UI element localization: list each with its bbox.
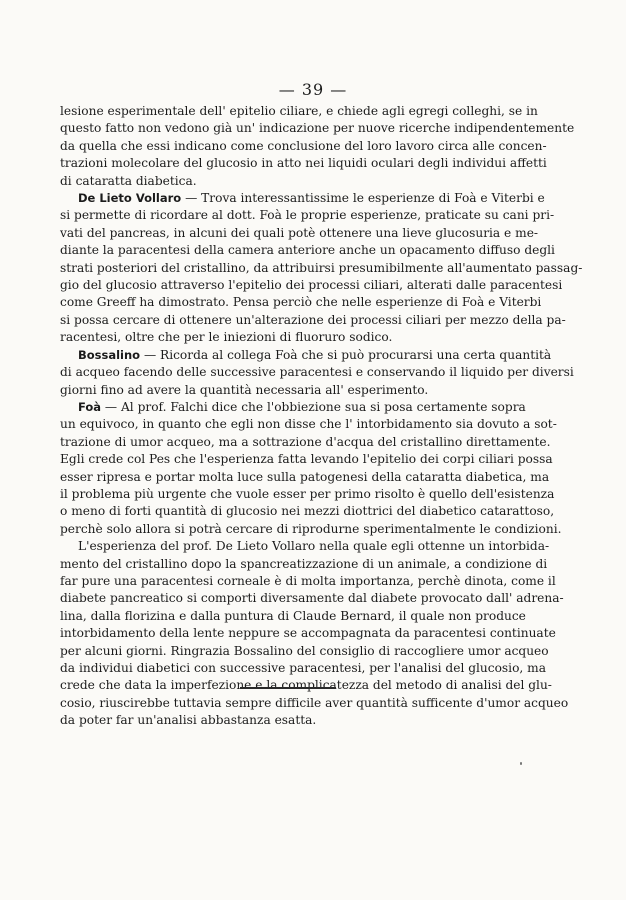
speaker-name: Foà bbox=[78, 399, 102, 414]
text-line bbox=[60, 190, 545, 207]
paragraph bbox=[60, 103, 575, 190]
text-line: si possa cercare di ottenere un'alterazione dei processi ciliari per mezzo della pa- bbox=[60, 312, 566, 327]
paragraph bbox=[60, 190, 583, 347]
text-line: o meno di forti quantità di glucosio nei mezzi diottrici del diabetico catarattoso, bbox=[60, 504, 555, 519]
text-line: trazione di umor acqueo, ma a sottrazione d'acqua del cristallino direttamente. bbox=[60, 434, 551, 449]
text-line: il problema più urgente che vuole esser per primo risolto è quello dell'esistenza bbox=[60, 486, 555, 501]
text-line: far pure una paracentesi corneale è di molta importanza, perchè dinota, come il bbox=[60, 573, 556, 588]
text-line: diante la paracentesi della camera anteriore anche un opacamento diffuso degli bbox=[60, 243, 555, 258]
text-line: di cataratta diabetica. bbox=[60, 173, 197, 188]
text-line: strati posteriori del cristallino, da attribuirsi presumibilmente all'aumentato passag- bbox=[60, 260, 583, 275]
text-line: di acqueo facendo delle successive paracentesi e conservando il liquido per diversi bbox=[60, 365, 574, 380]
text-line: perchè solo allora si potrà cercare di riprodurne sperimentalmente le condizioni. bbox=[60, 521, 562, 536]
text-line: lina, dalla florizina e dalla puntura di Claude Bernard, il quale non produce bbox=[60, 608, 526, 623]
text-line: L'esperienza del prof. De Lieto Vollaro nella quale egli ottenne un intorbida- bbox=[78, 539, 550, 554]
text-line: un equivoco, in quanto che egli non disse che l' intorbidamento sia dovuto a sot- bbox=[60, 417, 557, 432]
text-line: come Greeff ha dimostrato. Pensa perciò che nelle esperienze di Foà e Viterbi bbox=[60, 295, 542, 310]
text-line: mento del cristallino dopo la spancreatizzazione di un animale, a condizione di bbox=[60, 556, 548, 571]
text-line: da quella che essi indicano come conclusione del loro lavoro circa alle concen- bbox=[60, 138, 547, 153]
text-line: da poter far un'analisi abbastanza esatta. bbox=[60, 713, 317, 728]
text-line: da individui diabetici con successive paracentesi, per l'analisi del glucosio, ma bbox=[60, 661, 546, 675]
text-line: diabete pancreatico si comporti diversamente dal diabete provocato dall' adrena- bbox=[60, 591, 564, 606]
speaker-name: De Lieto Vollaro bbox=[78, 191, 182, 206]
text-line: esser ripresa e portar molta luce sulla patogenesi della cataratta diabetica, ma bbox=[60, 469, 550, 484]
text-line: gio del glucosio attraverso l'epitelio dei processi ciliari, alterati dalle paracentesi bbox=[60, 278, 563, 293]
text-line: giorni fino ad avere la quantità necessaria all' esperimento. bbox=[60, 382, 429, 397]
paragraph bbox=[60, 538, 569, 729]
text-line: Egli crede col Pes che l'esperienza fatta levando l'epitelio dei corpi ciliari possa bbox=[60, 452, 553, 467]
text-line: per alcuni giorni. Ringrazia Bossalino del consiglio di raccogliere umor acqueo bbox=[60, 643, 549, 658]
text-segment: — Ricorda al collega Foà che si può procurarsi una certa quantità bbox=[140, 347, 552, 362]
text-line: si permette di ricordare al dott. Foà le proprie esperienze, praticate su cani pri- bbox=[60, 208, 555, 223]
text-line: lesione esperimentale dell' epitelio ciliare, e chiede agli egregi colleghi, se in bbox=[60, 104, 538, 118]
text-line: racentesi, oltre che per le iniezioni di fluoruro sodico. bbox=[60, 330, 393, 345]
end-rule bbox=[240, 687, 336, 689]
text-line: cosio, riuscirebbe tuttavia sempre difficile aver quantità sufficente d'umor acqueo bbox=[60, 695, 569, 710]
text-line: crede che data la imperfezione e la complicatezza del metodo di analisi del glu- bbox=[60, 678, 552, 693]
paragraph bbox=[60, 399, 562, 538]
paragraph bbox=[60, 347, 574, 399]
text-line: questo fatto non vedono già un' indicazione per nuove ricerche indipendentemente bbox=[60, 121, 575, 136]
text-line: vati del pancreas, in alcuni dei quali potè ottenere una lieve glucosuria e me- bbox=[60, 225, 539, 240]
text-line: intorbidamento della lente neppure se accompagnata da paracentesi continuate bbox=[60, 626, 556, 641]
text-segment: — Al prof. Falchi dice che l'obbiezione sua si posa certamente sopra bbox=[101, 399, 526, 414]
paper-speck bbox=[520, 762, 522, 765]
body-text bbox=[60, 103, 583, 730]
text-segment: — Trova interessantissime le esperienze di Foà e Viterbi e bbox=[181, 191, 545, 206]
text-line bbox=[60, 347, 552, 364]
speaker-name: Bossalino bbox=[78, 347, 141, 362]
text-line: trazioni molecolare del glucosio in atto nei liquidi oculari degli individui affetti bbox=[60, 156, 547, 171]
page-number: — 39 — bbox=[278, 80, 348, 99]
text-line bbox=[60, 399, 526, 416]
